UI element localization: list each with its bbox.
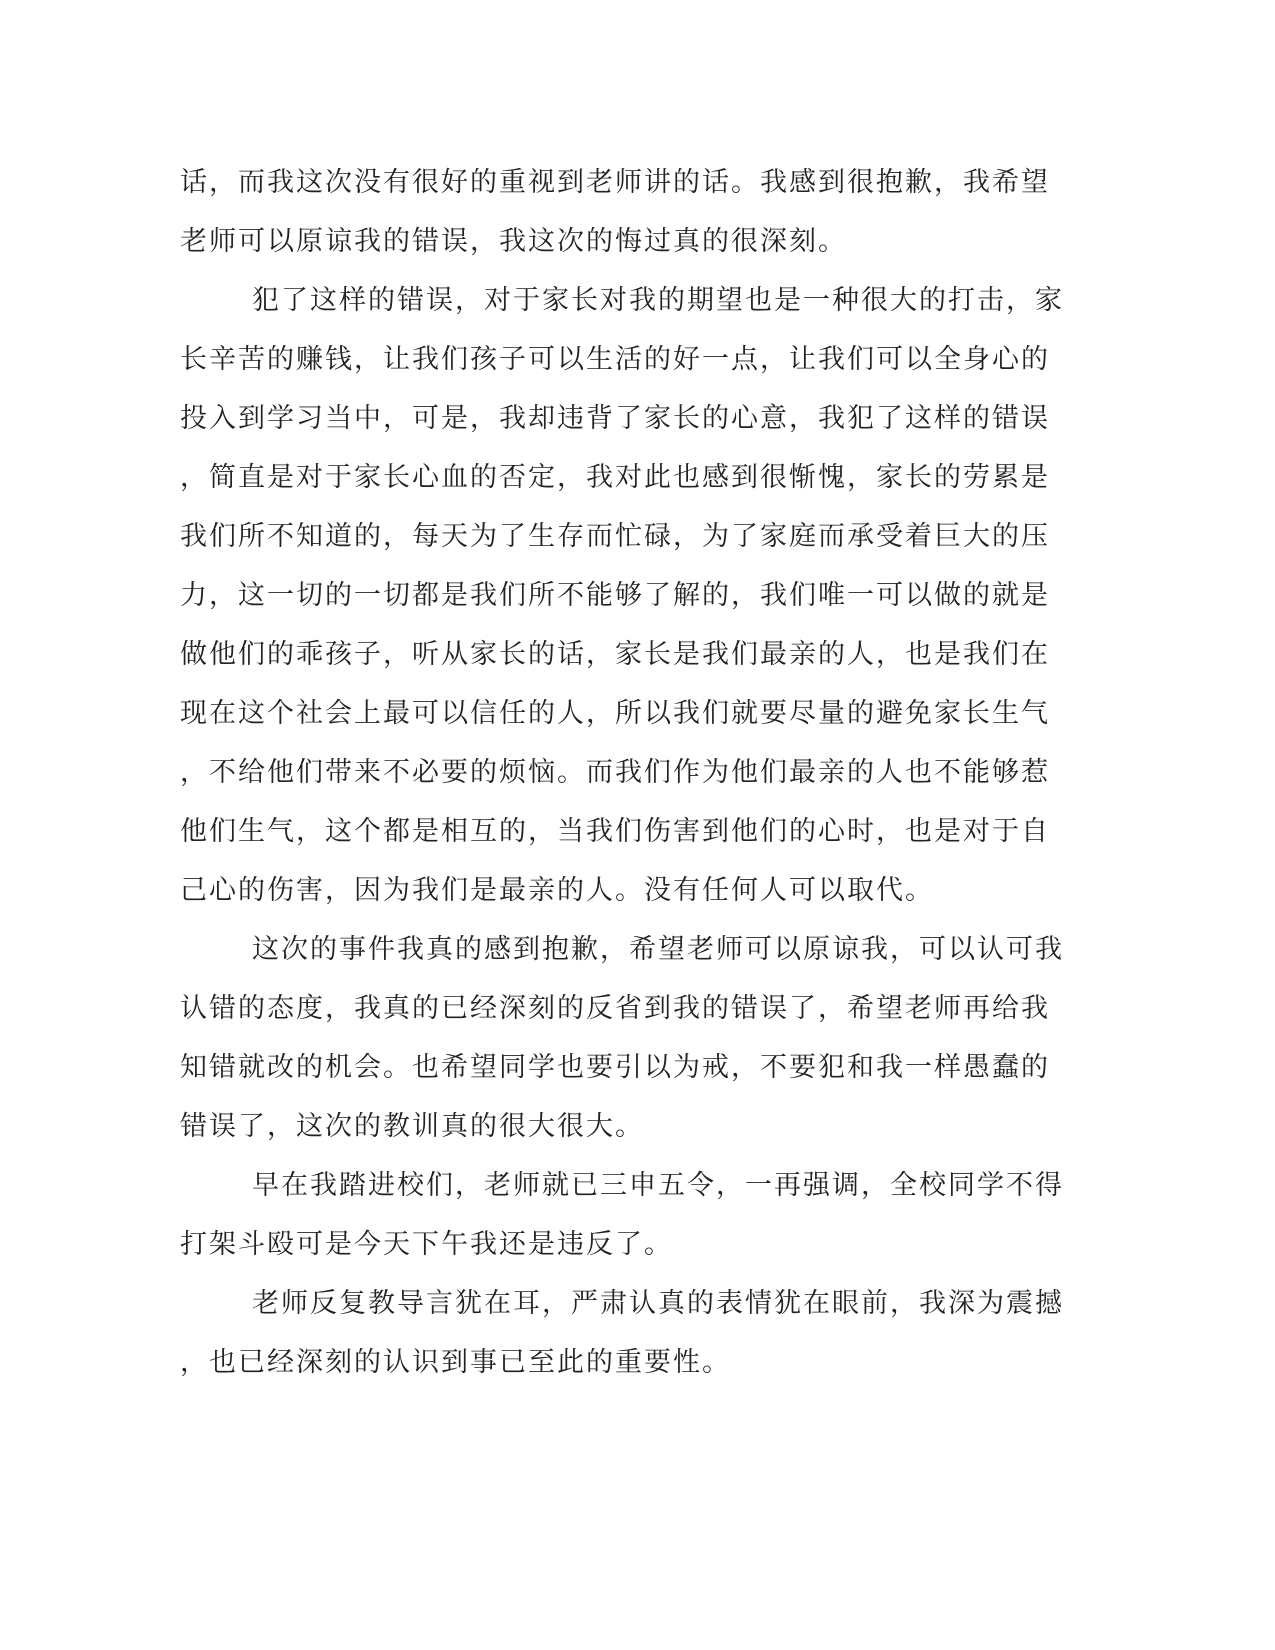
text-line: 己心的伤害，因为我们是最亲的人。没有任何人可以取代。 [180,875,934,906]
paragraph-first-line: 早在我踏进校们，老师就已三申五令，一再强调，全校同学不得 [252,1170,1064,1201]
text-line: 现在这个社会上最可以信任的人，所以我们就要尽量的避免家长生气 [180,698,1050,729]
text-line: ，也已经深刻的认识到事已至此的重要性。 [180,1347,731,1378]
text-line: ，简直是对于家长心血的否定，我对此也感到很惭愧，家长的劳累是 [180,462,1050,493]
text-line: 老师可以原谅我的错误，我这次的悔过真的很深刻。 [180,226,847,257]
text-line: 认错的态度，我真的已经深刻的反省到我的错误了，希望老师再给我 [180,993,1050,1024]
paragraph-first-line: 这次的事件我真的感到抱歉，希望老师可以原谅我，可以认可我 [252,934,1064,965]
text-line: 长辛苦的赚钱，让我们孩子可以生活的好一点，让我们可以全身心的 [180,344,1050,375]
document-body [180,153,1064,1392]
paragraph-first-line: 老师反复教导言犹在耳，严肃认真的表情犹在眼前，我深为震撼 [252,1288,1064,1319]
text-line: 他们生气，这个都是相互的，当我们伤害到他们的心时，也是对于自 [180,816,1050,847]
text-line: 投入到学习当中，可是，我却违背了家长的心意，我犯了这样的错误 [180,403,1050,434]
text-line: 打架斗殴可是今天下午我还是违反了。 [180,1229,673,1260]
text-line: 做他们的乖孩子，听从家长的话，家长是我们最亲的人，也是我们在 [180,639,1050,670]
text-line: ，不给他们带来不必要的烦恼。而我们作为他们最亲的人也不能够惹 [180,757,1050,788]
text-line: 力，这一切的一切都是我们所不能够了解的，我们唯一可以做的就是 [180,580,1050,611]
paragraph-first-line: 犯了这样的错误，对于家长对我的期望也是一种很大的打击，家 [252,285,1064,316]
text-line: 话，而我这次没有很好的重视到老师讲的话。我感到很抱歉，我希望 [180,167,1050,198]
text-line: 我们所不知道的，每天为了生存而忙碌，为了家庭而承受着巨大的压 [180,521,1050,552]
text-line: 错误了，这次的教训真的很大很大。 [180,1111,644,1142]
text-line: 知错就改的机会。也希望同学也要引以为戒，不要犯和我一样愚蠢的 [180,1052,1050,1083]
